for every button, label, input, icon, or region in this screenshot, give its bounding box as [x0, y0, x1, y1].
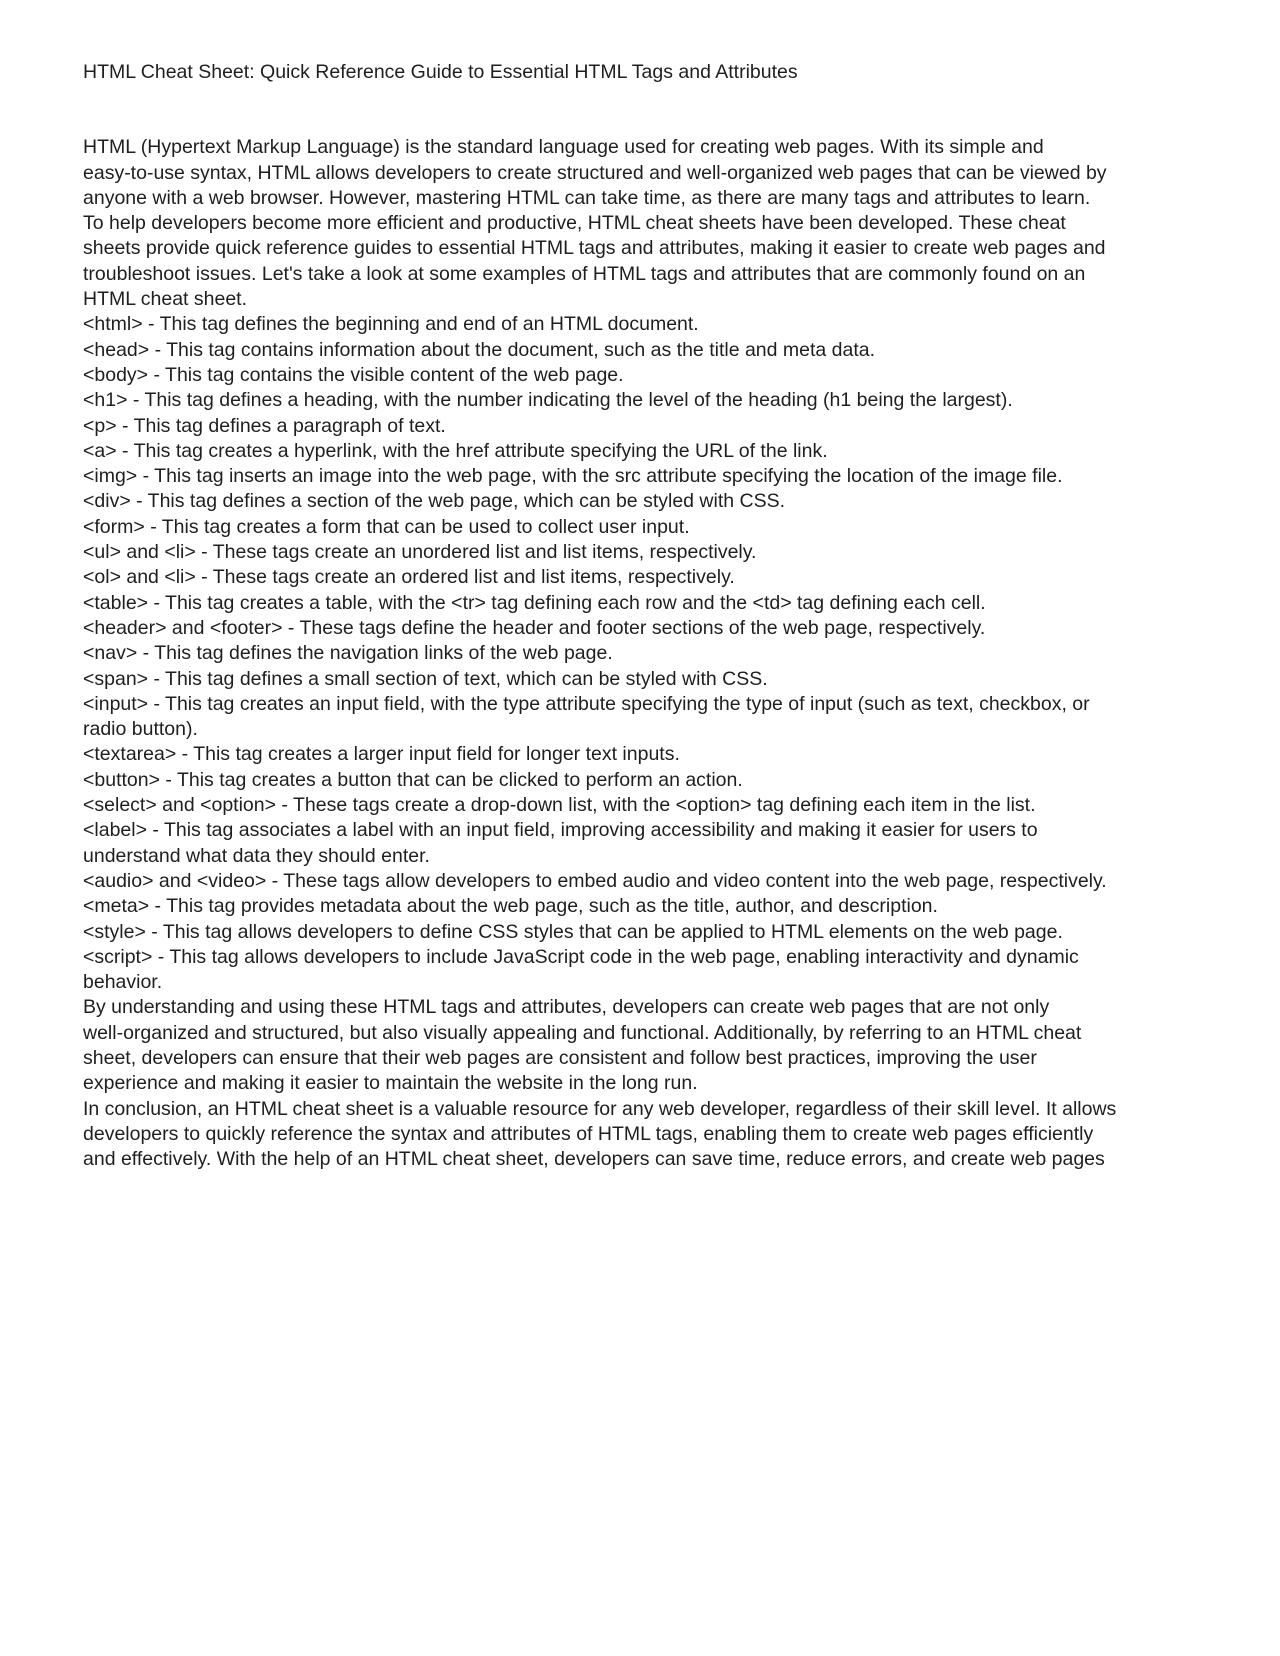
tag-group [83, 692, 1213, 743]
tag-group [83, 920, 1213, 945]
text-line: developers to quickly reference the syntax and attributes of HTML tags, enabling them to create web pages efficiently [83, 1122, 1094, 1145]
tag-entry-style: <style> - This tag allows developers to define CSS styles that can be applied to HTML elements on the web page. [83, 920, 1063, 943]
text-line: easy-to-use syntax, HTML allows developers to create structured and well-organized web pages that can be viewed by [83, 161, 1107, 184]
tag-entry-body: <body> - This tag contains the visible content of the web page. [83, 363, 624, 386]
text-line: sheet, developers can ensure that their web pages are consistent and follow best practices, improving the user [83, 1046, 1037, 1069]
text-line: and effectively. With the help of an HTML cheat sheet, developers can save time, reduce errors, and create web pages [83, 1148, 1105, 1171]
tag-entry-audio-video: <audio> and <video> - These tags allow developers to embed audio and video content into the web page, respectively. [83, 869, 1107, 892]
closing-paragraph-2 [83, 1097, 1213, 1173]
text-line: HTML cheat sheet. [83, 288, 248, 311]
tag-entry-label-cont: understand what data they should enter. [83, 844, 430, 867]
tag-group [83, 818, 1213, 869]
tag-entry-p: <p> - This tag defines a paragraph of text. [83, 414, 446, 437]
tag-entry-ol: <ol> and <li> - These tags create an ordered list and list items, respectively. [83, 566, 735, 589]
tag-entry-label: <label> - This tag associates a label with an input field, improving accessibility and making it easier for users to [83, 819, 1038, 842]
tag-entry-select: <select> and <option> - These tags create a drop-down list, with the <option> tag defining each item in the list. [83, 794, 1036, 817]
closing-paragraph-1 [83, 995, 1213, 1096]
tag-group [83, 768, 1213, 793]
tag-entry-script-cont: behavior. [83, 971, 163, 994]
text-line: anyone with a web browser. However, mastering HTML can take time, as there are many tags and attributes to learn. [83, 186, 1091, 209]
tag-entry-meta: <meta> - This tag provides metadata about the web page, such as the title, author, and description. [83, 895, 938, 918]
tag-entry-button: <button> - This tag creates a button that can be clicked to perform an action. [83, 768, 743, 791]
tag-entry-a: <a> - This tag creates a hyperlink, with the href attribute specifying the URL of the link. [83, 439, 828, 462]
intro-paragraph-2 [83, 211, 1213, 312]
document-page [83, 60, 1213, 1172]
tag-group [83, 793, 1213, 818]
tag-entry-span: <span> - This tag defines a small section of text, which can be styled with CSS. [83, 667, 768, 690]
closing-section [83, 995, 1213, 1172]
text-line: experience and making it easier to maintain the website in the long run. [83, 1072, 698, 1095]
tag-entry-input: <input> - This tag creates an input field, with the type attribute specifying the type of input (such as text, checkbox, or [83, 692, 1090, 715]
intro-paragraph-1 [83, 135, 1213, 211]
text-line: By understanding and using these HTML tags and attributes, developers can create web pages that are not only [83, 996, 1050, 1019]
tag-entry-nav: <nav> - This tag defines the navigation links of the web page. [83, 642, 613, 665]
text-line: sheets provide quick reference guides to essential HTML tags and attributes, making it easier to create web pages and [83, 237, 1106, 260]
tag-entry-script: <script> - This tag allows developers to include JavaScript code in the web page, enabling interactivity and dynamic [83, 945, 1079, 968]
text-line: HTML (Hypertext Markup Language) is the standard language used for creating web pages. With its simple and [83, 136, 1044, 159]
tag-group [83, 945, 1213, 996]
intro-section [83, 135, 1213, 312]
tag-reference-section [83, 312, 1213, 995]
tag-entry-ul: <ul> and <li> - These tags create an unordered list and list items, respectively. [83, 541, 757, 564]
tag-group [83, 742, 1213, 767]
tag-entry-h1: <h1> - This tag defines a heading, with the number indicating the level of the heading (h1 being the largest). [83, 389, 1013, 412]
text-line: troubleshoot issues. Let's take a look at some examples of HTML tags and attributes that are commonly found on an [83, 262, 1086, 285]
tag-group [83, 540, 1213, 692]
tag-group [83, 869, 1213, 894]
tag-entry-table: <table> - This tag creates a table, with the <tr> tag defining each row and the <td> tag defining each cell. [83, 591, 986, 614]
tag-group [83, 894, 1213, 919]
text-line: To help developers become more efficient and productive, HTML cheat sheets have been developed. These cheat [83, 212, 1066, 235]
document-title: HTML Cheat Sheet: Quick Reference Guide to Essential HTML Tags and Attributes [83, 61, 798, 83]
tag-entry-form: <form> - This tag creates a form that can be used to collect user input. [83, 515, 690, 538]
tag-entry-header-footer: <header> and <footer> - These tags define the header and footer sections of the web page, respectively. [83, 616, 986, 639]
tag-entry-head: <head> - This tag contains information about the document, such as the title and meta data. [83, 338, 876, 361]
text-line: well-organized and structured, but also visually appealing and functional. Additionally, by referring to an HTML cheat [83, 1021, 1082, 1044]
tag-group [83, 312, 1213, 464]
text-line: In conclusion, an HTML cheat sheet is a valuable resource for any web developer, regardless of their skill level. It allows [83, 1097, 1117, 1120]
tag-entry-input-cont: radio button). [83, 718, 198, 741]
tag-group [83, 464, 1213, 489]
tag-entry-div: <div> - This tag defines a section of the web page, which can be styled with CSS. [83, 490, 786, 513]
tag-entry-textarea: <textarea> - This tag creates a larger input field for longer text inputs. [83, 743, 680, 766]
tag-group [83, 489, 1213, 540]
tag-entry-img: <img> - This tag inserts an image into the web page, with the src attribute specifying the location of the image file. [83, 465, 1063, 488]
tag-entry-html: <html> - This tag defines the beginning and end of an HTML document. [83, 313, 699, 336]
